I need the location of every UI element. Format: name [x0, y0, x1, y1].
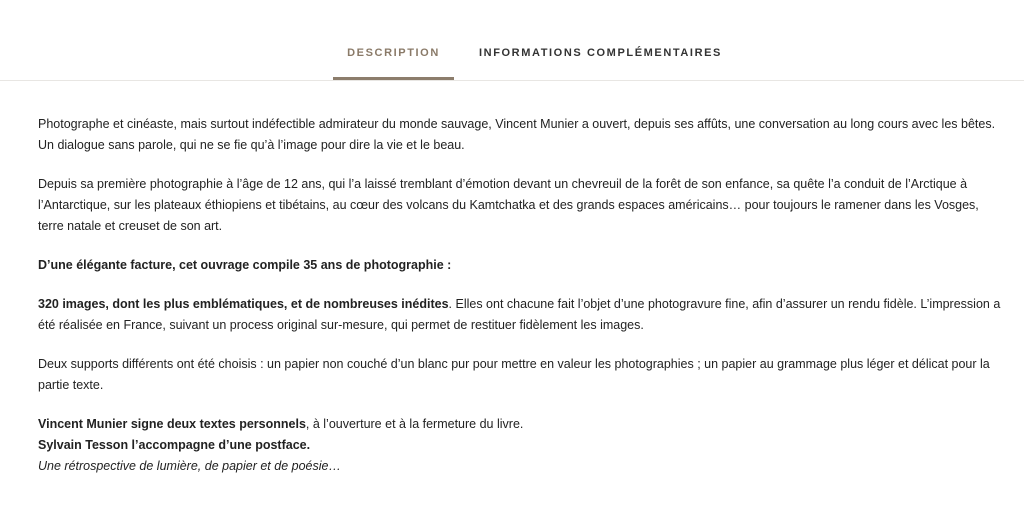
- description-paragraph-3-bold: D’une élégante facture, cet ouvrage compile 35 ans de photographie :: [38, 258, 452, 272]
- active-tab-indicator: [333, 77, 454, 80]
- description-paragraph-4-bold: 320 images, dont les plus emblématiques, et de nombreuses inédites: [38, 297, 449, 311]
- description-paragraph-1: Photographe et cinéaste, mais surtout indéfectible admirateur du monde sauvage, Vincent Munier a ouvert, depuis ses affûts, une conversation au long cours avec les bêtes. Un dialogue sans parole, qui ne se fie qu’à l’image pour dire la vie et le beau.: [38, 117, 996, 152]
- description-paragraph-6-bold: Vincent Munier signe deux textes personnels: [38, 417, 306, 431]
- description-paragraph-4-text: . Elles ont chacune fait l’objet d’une photogravure fine, afin d’assurer un rendu fidèle. L’impression a été réalisée en France, suivant un process original sur-mesure, qui permet de restituer fidèlement les images.: [38, 297, 1001, 332]
- description-paragraph-3: [38, 255, 1004, 276]
- product-tabs: [0, 0, 1024, 81]
- description-panel: [38, 114, 1004, 477]
- description-paragraph-6-text: , à l’ouverture et à la fermeture du livre.: [305, 417, 524, 431]
- description-paragraph-8: [38, 456, 1004, 477]
- description-paragraph-7-bold: Sylvain Tesson l’accompagne d’une postface.: [38, 438, 311, 452]
- description-paragraph-5: Deux supports différents ont été choisis : un papier non couché d’un blanc pur pour mettre en valeur les photographies ; un papier au grammage plus léger et délicat pour la partie texte.: [38, 357, 990, 392]
- description-paragraph-2: Depuis sa première photographie à l’âge de 12 ans, qui l’a laissé tremblant d’émotion devant un chevreuil de la forêt de son enfance, sa quête l’a conduit de l’Arctique à l’Antarctique, sur les plateaux éthiopiens et tibétains, au cœur des volcans du Kamtchatka et des grands espaces américains… pour toujours le ramener dans les Vosges, terre natale et creuset de son art.: [38, 177, 979, 233]
- description-paragraph-8-italic: Une rétrospective de lumière, de papier et de poésie…: [38, 459, 341, 473]
- description-paragraph-6: [38, 414, 1004, 435]
- tab-description[interactable]: DESCRIPTION: [347, 47, 440, 59]
- description-paragraph-4: [38, 294, 1004, 336]
- tab-additional-information[interactable]: INFORMATIONS COMPLÉMENTAIRES: [479, 47, 722, 59]
- description-paragraph-7: [38, 435, 1004, 456]
